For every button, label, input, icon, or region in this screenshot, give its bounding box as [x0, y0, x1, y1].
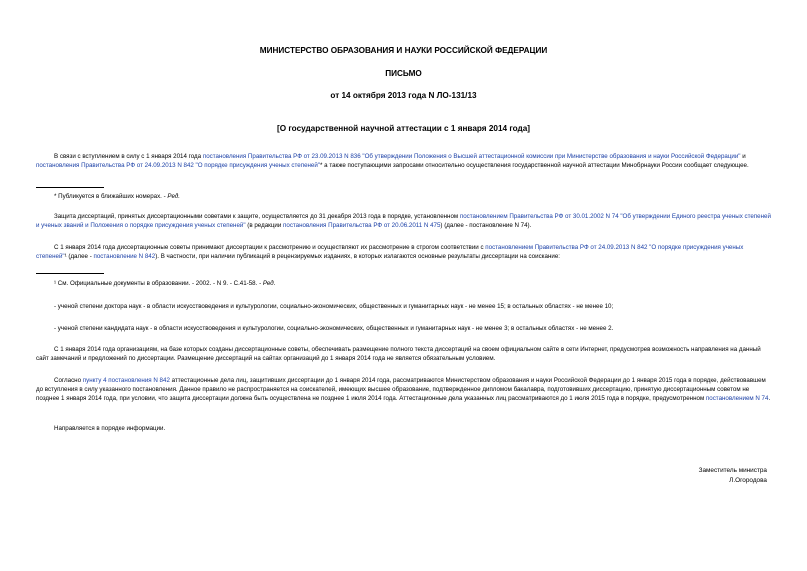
paragraph-attestation-cases: Согласно пункту 4 постановления N 842 аттестационные дела лиц, защитивших диссертации до 1 января 2014 года, рассматриваются Министерством образования и науки Российской Федерации до 1 января 2015 года в порядке, действовавшем до вступления в силу указанного постановления. Данное правило не распространяется на соискателей, имеющих высшее образование, подтвержденное дипломом бакалавра, подготовивших диссертацию, принятую диссертационным советом не позднее 1 января 2014 года, при условии, что защита диссертации должна быть осуществлена не позднее 1 июля 2014 года. Аттестационные дела указанных лиц рассматриваются до 1 июля 2015 года в порядке, предусмотренном постановлением N 74. [36, 377, 771, 403]
signature-name: Л.Огородова [729, 476, 767, 484]
paragraph-from-2014: С 1 января 2014 года диссертационные советы принимают диссертации к рассмотрению и осуществляют их рассмотрение в строгом соответствии с постановлением Правительства РФ от 24.09.2013 N 842 "О порядке присуждения ученых степеней"¹ (далее - постановление N 842). В частности, при наличии публикаций в рецензируемых изданиях, в которых излагаются основные результаты диссертации на соискание: [36, 244, 744, 261]
footnote-2: ¹ См. Официальные документы в образовании. - 2002. - N 9. - С.41-58. - Ред. [54, 280, 276, 287]
link-point-4-resolution-842[interactable]: пункту 4 постановления N 842 [82, 377, 170, 384]
signature-block [699, 466, 767, 485]
signature-title: Заместитель министра [698, 467, 767, 474]
paragraph-publication: С 1 января 2014 года организациям, на базе которых созданы диссертационные советы, обеспечивать размещение полного текста диссертаций на своем официальном сайте в сети Интернет, предусмотрев возможность направления на данный сайт замечаний и предложений по диссертации. Размещение диссертаций на сайтах организаций до 1 января 2014 года не является обязательным условием. [36, 346, 761, 363]
footnote-1: * Публикуется в ближайших номерах. - Ред. [54, 193, 180, 200]
link-resolution-74-b[interactable]: постановлением N 74 [705, 395, 769, 403]
paragraph-closing: Направляется в порядке информации. [54, 425, 166, 432]
paragraph-intro: В связи с вступлением в силу с 1 января 2014 года постановления Правительства РФ от 23.09.2013 N 836 "Об утверждении Положения о Высшей аттестационной комиссии при Министерстве образования и науки Российской Федерации" и постановления Правительства РФ от 24.09.2013 N 842 "О порядке присуждения ученых степеней"* а также поступающими запросами относительно осуществления государственной научной аттестации Минобрнауки России сообщает следующее. [36, 153, 749, 170]
link-resolution-74[interactable]: постановлением Правительства РФ от 30.01.2002 N 74 "Об утверждении Единого реестра ученых степеней и ученых званий и Положения о порядке присуждения ученых степеней" [36, 213, 771, 230]
list-item-candidate: - ученой степени кандидата наук - в области искусствоведения и культурологии, социально-экономических, общественных и гуманитарных наук - не менее 3; в остальных областях - не менее 2. [54, 325, 614, 332]
list-item-doctor: - ученой степени доктора наук - в области искусствоведения и культурологии, социально-экономических, общественных и гуманитарных наук - не менее 15; в остальных областях - не менее 10; [54, 303, 614, 310]
link-resolution-475[interactable]: постановления Правительства РФ от 20.06.2011 N 475 [283, 222, 441, 230]
doc-type-heading: ПИСЬМО [385, 69, 422, 78]
date-number-heading: от 14 октября 2013 года N ЛО-131/13 [330, 91, 477, 100]
ministry-heading: МИНИСТЕРСТВО ОБРАЗОВАНИЯ И НАУКИ РОССИЙСКОЙ ФЕДЕРАЦИИ [259, 46, 548, 55]
subject-heading: [О государственной научной аттестации с 1 января 2014 года] [277, 124, 530, 133]
link-resolution-842-b[interactable]: постановлением Правительства РФ от 24.09.2013 N 842 "О порядке присуждения ученых степеней" [36, 244, 744, 261]
link-resolution-836[interactable]: постановления Правительства РФ от 23.09.2013 N 836 "Об утверждении Положения о Высшей аттестационной комиссии при Министерстве образования и науки Российской Федерации" [202, 153, 741, 160]
footnote-divider-2 [36, 273, 104, 274]
link-resolution-842[interactable]: постановления Правительства РФ от 24.09.2013 N 842 "О порядке присуждения ученых степеней" [36, 162, 321, 170]
footnote-divider [36, 187, 104, 188]
paragraph-defense-until-2013: Защита диссертаций, принятых диссертационными советами к защите, осуществляется до 31 декабря 2013 года в порядке, установленном постановлением Правительства РФ от 30.01.2002 N 74 "Об утверждении Единого реестра ученых степеней и ученых званий и Положения о порядке присуждения ученых степеней" (в редакции постановления Правительства РФ от 20.06.2011 N 475) (далее - постановление N 74). [36, 213, 771, 230]
link-resolution-842-short[interactable]: постановление N 842 [93, 253, 156, 261]
